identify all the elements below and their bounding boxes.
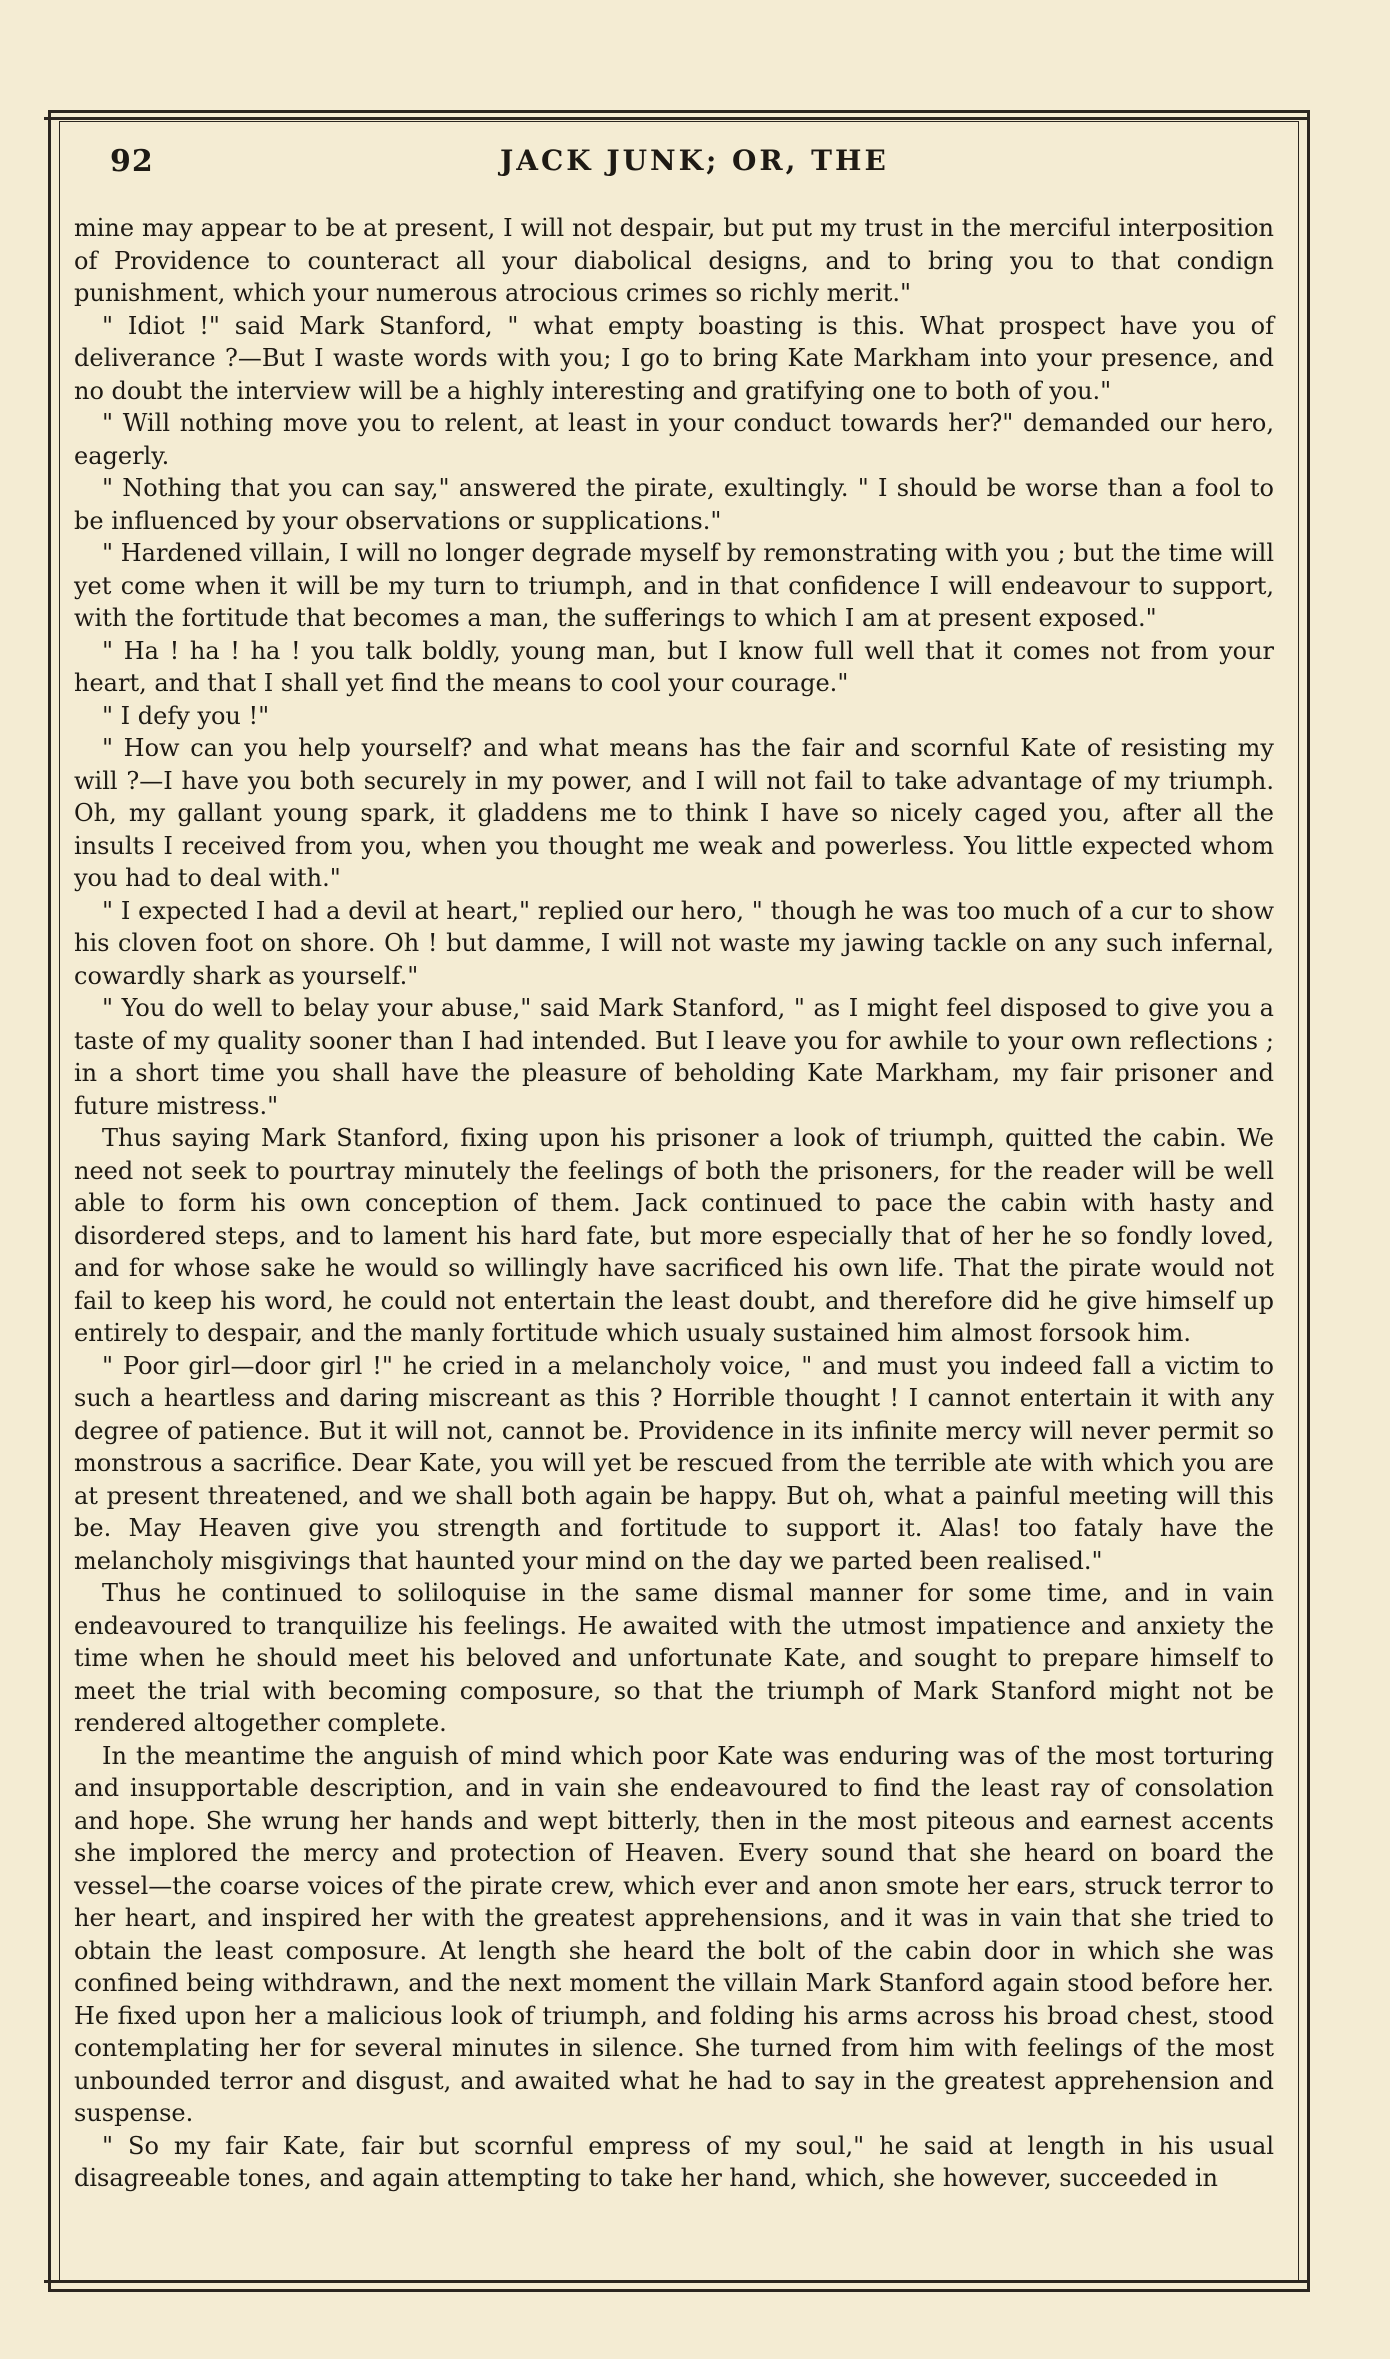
paragraph: " So my fair Kate, fair but scornful empress of my soul," he said at length in his usual disagreeable tones, and again attempting to take her hand, which, she however, succeeded in xyxy=(74,2131,1274,2192)
paragraph: " Poor girl—door girl !" he cried in a melancholy voice, " and must you indeed fall a victim to such a heartless and daring miscreant as this ? Horrible thought ! I cannot entertain it with any degree of patience. But it will not, cannot be. Providence in its infinite mercy will never permit so monstrous a sacrifice. Dear Kate, you will yet be rescued from the terrible ate with which you are at present threatened, and we shall both again be happy. But oh, what a painful meeting will this be. May Heaven give you strength and fortitude to support it. Alas! too fataly have the melancholy misgivings that haunted your mind on the day we parted been realised." xyxy=(74,1351,1274,1575)
top-rule xyxy=(44,117,1310,120)
paragraph: " You do well to belay your abuse," said Mark Stanford, " as I might feel disposed to give you a taste of my quality sooner than I had intended. But I leave you for awhile to your own reflections ; in a short time you shall have the pleasure of beholding Kate Markham, my fair prisoner and future mistress." xyxy=(74,994,1274,1120)
paragraph: Thus saying Mark Stanford, fixing upon his prisoner a look of triumph, quitted the cabin. We need not seek to pourtray minutely the feelings of both the prisoners, for the reader will be well able to form his own conception of them. Jack continued to pace the cabin with hasty and disordered steps, and to lament his hard fate, but more especially that of her he so fondly loved, and for whose sake he would so willingly have sacrificed his own life. That the pirate would not fail to keep his word, he could not entertain the least doubt, and therefore did he give himself up entirely to despair, and the manly fortitude which usualy sustained him almost forsook him. xyxy=(74,1124,1274,1347)
running-title: JACK JUNK; OR, THE xyxy=(500,144,889,177)
paragraph: " Idiot !" said Mark Stanford, " what empty boasting is this. What prospect have you of deliverance ?—But I waste words with you; I go to bring Kate Markham into your presence, and no doubt the interview will be a highly interesting and gratifying one to both of you." xyxy=(74,311,1274,405)
paragraph: Thus he continued to soliloquise in the same dismal manner for some time, and in vain endeavoured to tranquilize his feelings. He awaited with the utmost impatience and anxiety the time when he should meet his beloved and unfortunate Kate, and sought to prepare himself to meet the trial with becoming composure, so that the triumph of Mark Stanford might not be rendered altogether complete. xyxy=(74,1579,1274,1737)
paragraph: " Hardened villain, I will no longer degrade myself by remonstrating with you ; but the time will yet come when it will be my turn to triumph, and in that confidence I will endeavour to support, with the fortitude that becomes a man, the sufferings to which I am at present exposed." xyxy=(74,539,1274,632)
paragraph: " How can you help yourself? and what means has the fair and scornful Kate of resisting my will ?—I have you both securely in my power, and I will not fail to take advantage of my triumph. Oh, my gallant young spark, it gladdens me to think I have so nicely caged you, after all the insults I received from you, when you thought me weak and powerless. You little expected whom you had to deal with." xyxy=(74,734,1274,892)
page-header xyxy=(110,144,1270,190)
body-text xyxy=(74,212,1274,2195)
paragraph: " Nothing that you can say," answered the pirate, exultingly. " I should be worse than a fool to be influenced by your observations or supplications." xyxy=(74,474,1274,535)
paragraph: mine may appear to be at present, I will not despair, but put my trust in the merciful interposition of Providence to counteract all your diabolical designs, and to bring you to that condign punishment, which your numerous atrocious crimes so richly merit." xyxy=(74,214,1274,307)
paragraph: " Ha ! ha ! ha ! you talk boldly, young man, but I know full well that it comes not from your heart, and that I shall yet find the means to cool your courage." xyxy=(74,636,1274,697)
paragraph: In the meantime the anguish of mind which poor Kate was enduring was of the most torturing and insupportable description, and in vain she endeavoured to find the least ray of consolation and hope. She wrung her hands and wept bitterly, then in the most piteous and earnest accents she implored the mercy and protection of Heaven. Every sound that she heard on board the vessel—the coarse voices of the pirate crew, which ever and anon smote her ears, struck terror to her heart, and inspired her with the greatest apprehensions, and it was in vain that she tried to obtain the least composure. At length she heard the bolt of the cabin door in which she was confined being withdrawn, and the next moment the villain Mark Stanford again stood before her. He fixed upon her a malicious look of triumph, and folding his arms across his broad chest, stood contemplating her for several minutes in silence. She turned from him with feelings of the most unbounded terror and disgust, and awaited what he had to say in the greatest apprehension and suspense. xyxy=(74,1741,1274,2127)
paragraph: " I expected I had a devil at heart," replied our hero, " though he was too much of a cur to show his cloven foot on shore. Oh ! but damme, I will not waste my jawing tackle on any such infernal, cowardly shark as yourself." xyxy=(74,896,1274,990)
paragraph: " Will nothing move you to relent, at least in your conduct towards her?" demanded our hero, eagerly. xyxy=(74,409,1274,470)
bottom-rule xyxy=(44,2280,1310,2283)
paragraph: " I defy you !" xyxy=(102,701,270,730)
page-number: 92 xyxy=(110,144,154,179)
